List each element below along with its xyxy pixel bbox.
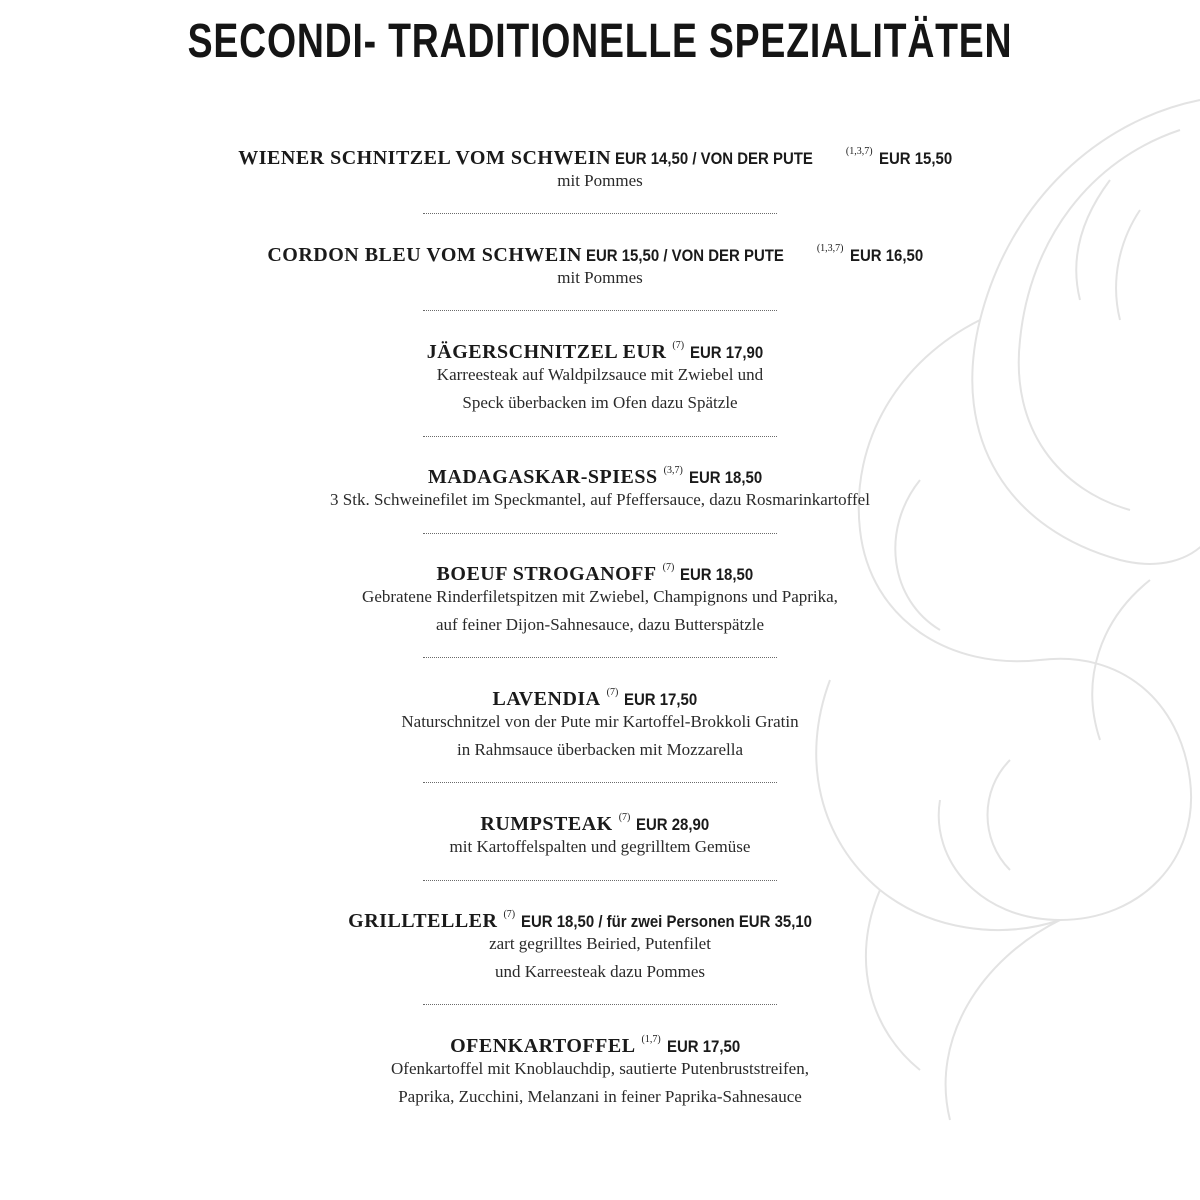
- dish-name: LAVENDIA: [492, 688, 601, 710]
- menu-item-header: [0, 234, 1200, 264]
- dish-name: MADAGASKAR-SPIESS: [428, 466, 658, 488]
- allergen-codes: (1,3,7): [816, 243, 844, 254]
- separator-line: [423, 213, 777, 214]
- dish-price: EUR 17,50: [666, 1037, 740, 1056]
- menu-item-header: [0, 456, 1200, 486]
- dish-price: EUR 28,90: [636, 815, 710, 834]
- dish-price-secondary: EUR 16,50: [849, 246, 923, 265]
- dish-price: EUR 17,50: [624, 690, 698, 709]
- dish-price: EUR 18,50 / für zwei Personen EUR 35,10: [521, 912, 813, 931]
- dish-price: EUR 18,50: [688, 468, 763, 487]
- dish-name: RUMPSTEAK: [480, 813, 613, 835]
- separator-line: [423, 657, 777, 658]
- menu-item-jaegerschnitzel: [0, 331, 1200, 417]
- dish-name: WIENER SCHNITZEL VOM SCHWEIN: [238, 147, 612, 169]
- dish-description-line-1: Gebratene Rinderfiletspitzen mit Zwiebel, Champignons und Paprika,: [362, 587, 838, 606]
- dish-description-line-2: in Rahmsauce überbacken mit Mozzarella: [456, 740, 744, 759]
- menu-item-header: [0, 678, 1200, 708]
- menu-item-lavendia: [0, 678, 1200, 764]
- dish-price: EUR 17,90: [690, 343, 764, 362]
- separator-line: [423, 1004, 777, 1005]
- dish-description-line-1: zart gegrilltes Beiried, Putenfilet: [489, 934, 711, 953]
- dish-description: 3 Stk. Schweinefilet im Speckmantel, auf Pfeffersauce, dazu Rosmarinkartoffel: [330, 490, 870, 509]
- allergen-codes: (7): [503, 909, 516, 920]
- allergen-codes: (7): [606, 687, 619, 698]
- menu-item-rumpsteak: [0, 803, 1200, 861]
- menu-item-header: [0, 803, 1200, 833]
- dish-price: EUR 14,50 / VON DER PUTE: [615, 149, 813, 168]
- menu-item-cordon-bleu: [0, 234, 1200, 292]
- dish-price: EUR 18,50: [680, 565, 754, 584]
- separator-line: [423, 782, 777, 783]
- menu-item-wiener-schnitzel: [0, 137, 1200, 195]
- menu-item-header: [0, 1025, 1200, 1055]
- dish-description: mit Pommes: [557, 268, 643, 287]
- dish-description: mit Kartoffelspalten und gegrilltem Gemüse: [449, 837, 751, 856]
- separator-line: [423, 533, 777, 534]
- dish-description-line-2: auf feiner Dijon-Sahnesauce, dazu Butterspätzle: [435, 615, 765, 634]
- menu-item-header: [0, 331, 1200, 361]
- menu-item-boeuf-stroganoff: [0, 553, 1200, 639]
- dish-description-line-1: Karreesteak auf Waldpilzsauce mit Zwiebel und: [436, 365, 764, 384]
- page-title: SECONDI- TRADITIONELLE SPEZIALITÄTEN: [187, 15, 1013, 68]
- allergen-codes: (1,7): [641, 1034, 661, 1045]
- dish-description-line-1: Ofenkartoffel mit Knoblauchdip, sautierte Putenbruststreifen,: [391, 1059, 809, 1078]
- allergen-codes: (7): [662, 562, 675, 573]
- menu-item-header: [0, 900, 1200, 930]
- menu-item-madagaskar-spiess: [0, 456, 1200, 514]
- separator-line: [423, 880, 777, 881]
- menu-item-grillteller: [0, 900, 1200, 986]
- dish-price-secondary: EUR 15,50: [878, 149, 952, 168]
- dish-description-line-2: Speck überbacken im Ofen dazu Spätzle: [462, 393, 738, 412]
- allergen-codes: (7): [618, 812, 631, 823]
- menu-item-ofenkartoffel: [0, 1025, 1200, 1111]
- separator-line: [423, 310, 777, 311]
- dish-name: CORDON BLEU VOM SCHWEIN: [267, 244, 582, 266]
- dish-name: OFENKARTOFFEL: [450, 1035, 636, 1057]
- dish-name: GRILLTELLER: [348, 910, 498, 932]
- dish-price: EUR 15,50 / VON DER PUTE: [585, 246, 784, 265]
- allergen-codes: (7): [672, 340, 685, 351]
- dish-description-line-2: Paprika, Zucchini, Melanzani in feiner Paprika-Sahnesauce: [398, 1087, 802, 1106]
- allergen-codes: (1,3,7): [845, 146, 873, 157]
- separator-line: [423, 436, 777, 437]
- allergen-codes: (3,7): [663, 465, 683, 476]
- menu-item-header: [0, 553, 1200, 583]
- dish-name: BOEUF STROGANOFF: [436, 563, 657, 585]
- dish-name: JÄGERSCHNITZEL EUR: [426, 341, 667, 363]
- dish-description-line-2: und Karreesteak dazu Pommes: [494, 962, 706, 981]
- dish-description-line-1: Naturschnitzel von der Pute mir Kartoffel-Brokkoli Gratin: [401, 712, 799, 731]
- dish-description: mit Pommes: [557, 171, 643, 190]
- menu-item-header: [0, 137, 1200, 167]
